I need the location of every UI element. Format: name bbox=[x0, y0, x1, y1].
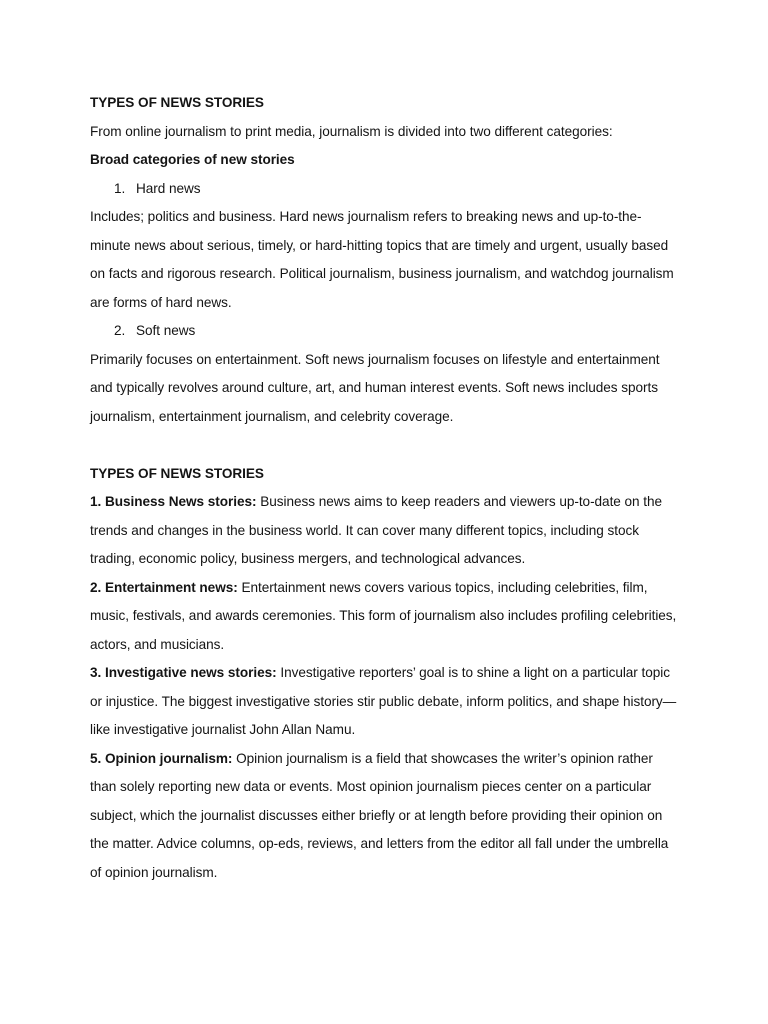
blank-line bbox=[90, 431, 680, 460]
story-type-label: 3. Investigative news stories: bbox=[90, 665, 277, 680]
numbered-item-soft-news bbox=[90, 317, 680, 346]
story-type-paragraph bbox=[90, 574, 680, 660]
intro-paragraph: From online journalism to print media, journalism is divided into two different categories: bbox=[90, 123, 613, 139]
story-type-text: Opinion journalism is a field that showcases the writer’s opinion rather than solely reporting new data or events. Most opinion journalism pieces center on a particular subject, which the journalist discusses either briefly or at length before providing their opinion on the matter. Advice columns, op-eds, reviews, and letters from the editor all fall under the umbrella of opinion journalism. bbox=[90, 750, 669, 880]
story-type-paragraph bbox=[90, 659, 680, 745]
section-heading: TYPES OF NEWS STORIES bbox=[90, 465, 264, 481]
hard-news-paragraph: Includes; politics and business. Hard news journalism refers to breaking news and up-to-the-minute news about serious, timely, or hard-hitting topics that are timely and urgent, usually based on facts and rigorous research. Political journalism, business journalism, and watchdog journalism are forms of hard news. bbox=[90, 209, 674, 310]
story-type-label: 5. Opinion journalism: bbox=[90, 750, 233, 766]
story-type-text: Entertainment news covers various topics, including celebrities, film, music, festivals, and awards ceremonies. This form of journalism also includes profiling celebrities, actors, and musicians. bbox=[90, 579, 677, 652]
item-title: Hard news bbox=[136, 180, 201, 196]
story-type-label: 2. Entertainment news: bbox=[90, 579, 238, 595]
section-heading: TYPES OF NEWS STORIES bbox=[90, 95, 264, 110]
numbered-item-hard-news bbox=[90, 175, 680, 204]
story-type-label: 1. Business News stories: bbox=[90, 494, 257, 509]
item-title: Soft news bbox=[136, 323, 196, 338]
item-number: 1. bbox=[114, 180, 126, 196]
item-number: 2. bbox=[114, 323, 126, 338]
story-type-paragraph bbox=[90, 745, 680, 888]
document-body bbox=[90, 89, 680, 887]
soft-news-paragraph: Primarily focuses on entertainment. Soft news journalism focuses on lifestyle and entertainment and typically revolves around culture, art, and human interest events. Soft news includes sports journalism, entertainment journalism, and celebrity coverage. bbox=[90, 351, 660, 424]
story-type-paragraph bbox=[90, 488, 680, 574]
story-type-text: Investigative reporters’ goal is to shine a light on a particular topic or injustice. The biggest investigative stories stir public debate, inform politics, and shape history—like investigative journalist John Allan Namu. bbox=[90, 665, 677, 737]
subheading: Broad categories of new stories bbox=[90, 152, 295, 167]
story-type-text: Business news aims to keep readers and viewers up-to-date on the trends and changes in the business world. It can cover many different topics, including stock trading, economic policy, business mergers, and technological advances. bbox=[90, 494, 663, 566]
